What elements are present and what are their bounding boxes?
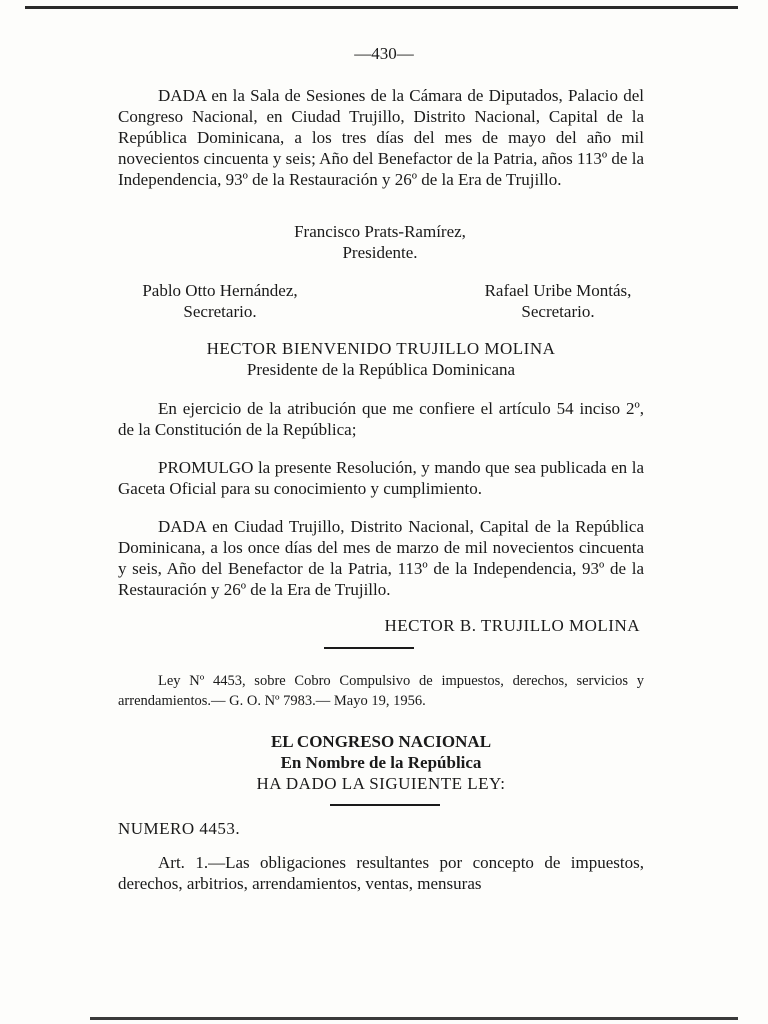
law-note: Ley Nº 4453, sobre Cobro Compulsivo de impuestos, derechos, servicios y arrendamientos.— G. O. Nº 7983.— Mayo 19, 1956. — [118, 673, 644, 709]
bottom-border-rule — [90, 1017, 738, 1020]
secretary-right-name: Rafael Uribe Montás, — [484, 281, 632, 300]
signature-president — [260, 221, 500, 263]
signature-secretary-right — [458, 280, 658, 322]
paragraph-ejercicio: En ejercicio de la atribución que me confiere el artículo 54 inciso 2º, de la Constitución de la República; — [118, 399, 644, 439]
secretary-left-title: Secretario. — [183, 302, 257, 321]
divider-rule — [330, 804, 440, 806]
article-1: Art. 1.—Las obligaciones resultantes por concepto de impuestos, derechos, arbitrios, arrendamientos, ventas, mensuras — [118, 853, 644, 893]
paragraph-dada-ciudad: DADA en Ciudad Trujillo, Distrito Nacional, Capital de la República Dominicana, a los once días del mes de marzo de mil novecientos cincuenta y seis, Año del Benefactor de la Patria, 113º de la Independencia, 93º de la Restauración y 26º de la Era de Trujillo. — [118, 517, 644, 599]
page-number: —430— — [354, 44, 414, 63]
executive-name: HECTOR BIENVENIDO TRUJILLO MOLINA — [206, 339, 556, 358]
divider-rule — [324, 647, 414, 649]
paragraph-promulgo: PROMULGO la presente Resolución, y mando que sea publicada en la Gaceta Oficial para su conocimiento y cumplimiento. — [118, 458, 644, 498]
congress-line-3: HA DADO LA SIGUIENTE LEY: — [256, 774, 506, 793]
signature-executive: HECTOR B. TRUJILLO MOLINA — [384, 616, 640, 635]
secretary-right-title: Secretario. — [521, 302, 595, 321]
congress-heading — [118, 731, 644, 794]
congress-line-1: EL CONGRESO NACIONAL — [270, 732, 492, 751]
executive-title: Presidente de la República Dominicana — [246, 360, 516, 379]
signature-secretary-left — [110, 280, 330, 322]
paragraph-dada-camara: DADA en la Sala de Sesiones de la Cámara de Diputados, Palacio del Congreso Nacional, en Ciudad Trujillo, Distrito Nacional, Capital de la República Dominicana, a los tres días del mes de mayo del año mil novecientos cincuenta y seis; Año del Benefactor de la Patria, años 113º de la Independencia, 93º de la Restauración y 26º de la Era de Trujillo. — [118, 86, 644, 189]
top-border-rule — [25, 6, 738, 9]
president-name: Francisco Prats-Ramírez, — [294, 222, 466, 241]
president-title: Presidente. — [342, 243, 418, 262]
secretary-left-name: Pablo Otto Hernández, — [142, 281, 298, 300]
executive-heading — [118, 338, 644, 380]
congress-line-2: En Nombre de la República — [280, 753, 482, 772]
law-number: NUMERO 4453. — [118, 819, 241, 838]
